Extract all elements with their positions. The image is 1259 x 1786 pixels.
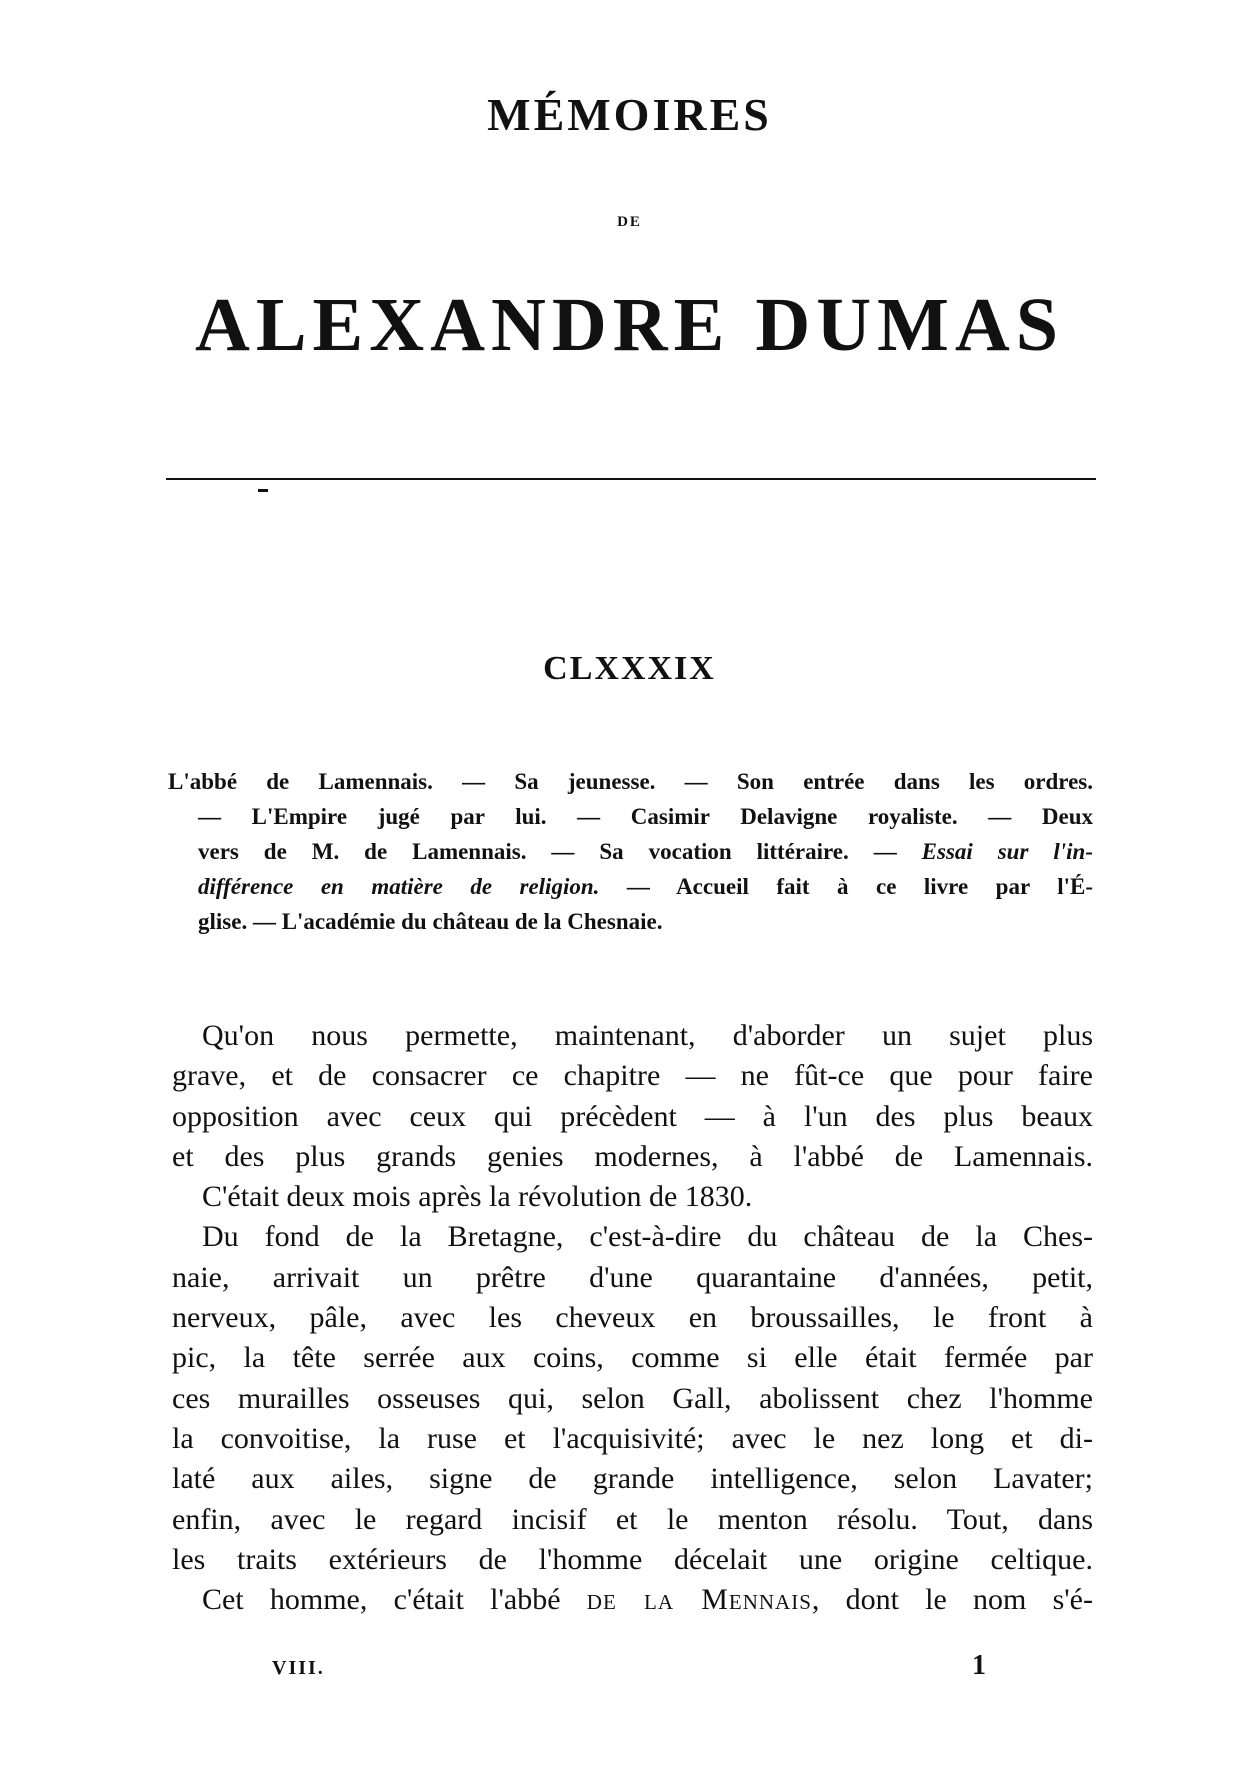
chapter-number: CLXXXIX [543,650,716,687]
body-line: opposition avec ceux qui précèdent — à l'un des plus beaux [172,1099,1093,1133]
summary-line: glise. — L'académie du château de la Chesnaie. [198,909,663,934]
body-line: les traits extérieurs de l'homme décelait une origine celtique. [172,1542,1093,1576]
summary-line: L'abbé de Lamennais. — Sa jeunesse. — Son entrée dans les ordres. [168,769,1093,794]
decorative-rule [166,478,1096,480]
summary-book-title: Essai sur l'in- [921,839,1093,864]
body-line: ces murailles osseuses qui, selon Gall, abolissent chez l'homme [172,1381,1093,1415]
body-line: grave, et de consacrer ce chapitre — ne fût-ce que pour faire [172,1059,1093,1093]
body-line: laté aux ailes, signe de grande intelligence, selon Lavater; [172,1462,1093,1496]
summary-line [168,869,1093,904]
body-line: et des plus grands genies modernes, à l'abbé de Lamennais. [172,1139,1093,1173]
summary-text: — Accueil fait à ce livre par l'É- [599,874,1093,899]
body-small-caps-name: de la Mennais [586,1583,812,1617]
page-number: 1 [972,1650,986,1681]
summary-line: — L'Empire jugé par lui. — Casimir Delavigne royaliste. — Deux [198,804,1093,829]
body-line: la convoitise, la ruse et l'acquisivité; avec le nez long et di- [172,1421,1093,1455]
body-line: enfin, avec le regard incisif et le menton résolu. Tout, dans [172,1502,1093,1536]
author-name: ALEXANDRE DUMAS [194,283,1065,367]
chapter-summary [168,764,1093,939]
body-text [172,1016,1093,1620]
body-text-run: , dont le nom s'é- [811,1583,1093,1617]
summary-book-title: différence en matière de religion. [198,874,600,899]
title-connector: DE [617,214,642,230]
body-line: Qu'on nous permette, maintenant, d'aborder un sujet plus [202,1019,1093,1052]
body-line: C'était deux mois après la révolution de 1830. [202,1180,753,1214]
signature-mark: VIII. [272,1657,325,1679]
body-line: nerveux, pâle, avec les cheveux en broussailles, le front à [172,1301,1093,1335]
decorative-rule-ornament [258,489,268,492]
body-text-run: Cet homme, c'était l'abbé [202,1583,587,1617]
body-line: pic, la tête serrée aux coins, comme si elle était fermée par [172,1341,1093,1375]
body-line [172,1580,1093,1620]
summary-text: vers de M. de Lamennais. — Sa vocation littéraire. — [198,839,922,864]
summary-line [168,834,1093,869]
book-title: MÉMOIRES [487,89,772,140]
body-line: Du fond de la Bretagne, c'est-à-dire du château de la Ches- [202,1220,1093,1254]
body-line: naie, arrivait un prêtre d'une quarantaine d'années, petit, [172,1260,1093,1294]
